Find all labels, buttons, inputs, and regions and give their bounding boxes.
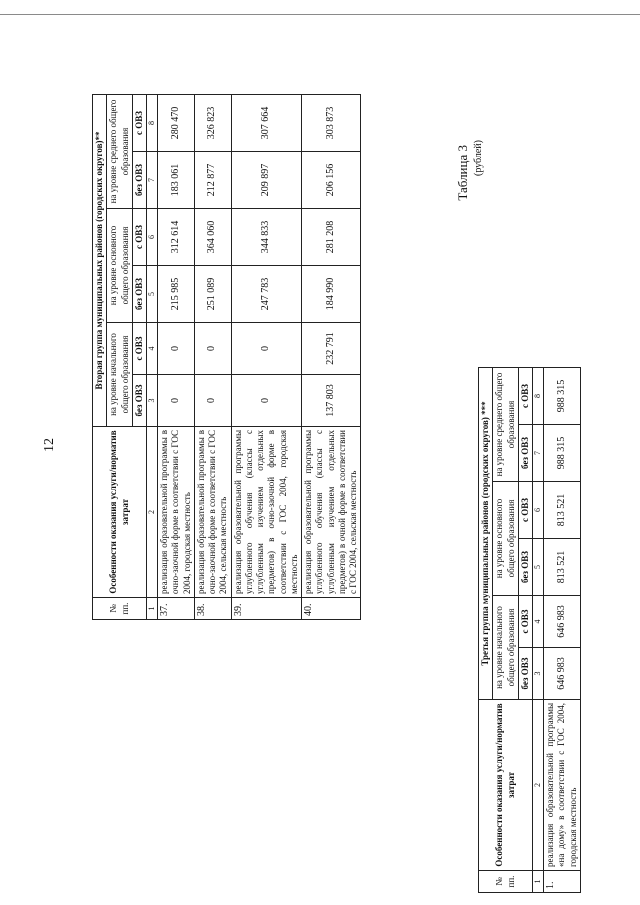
cell-value: 307 664 — [231, 94, 302, 151]
column-index: 3 — [147, 375, 158, 427]
row-number: 38. — [194, 598, 231, 620]
header-without-ovz: без ОВЗ — [518, 539, 532, 596]
column-index: 5 — [533, 539, 544, 596]
header-with-ovz: с ОВЗ — [518, 596, 532, 648]
row-description: реализация образовательной программы в очно-заочной форме в соответствии с ГОС 2004, сельская местность — [194, 427, 231, 598]
cell-value: 212 877 — [194, 152, 231, 209]
header-level-secondary: на уровне среднего общего образования — [493, 367, 519, 481]
row-description: реализация образовательной программы «на дому» в соответствии с ГОС 2004, городская местность — [544, 700, 581, 871]
header-with-ovz: с ОВЗ — [132, 94, 146, 151]
column-index: 5 — [147, 266, 158, 323]
row-description: реализация образовательной программы углубленного обучения (классы с углубленным изучением отдельных предметов) в очной форме в соответствии с ГОС 2004, сельская местность — [302, 427, 361, 598]
table-second-group — [92, 94, 361, 620]
cell-value: 646 983 — [544, 648, 581, 700]
cell-value: 988 315 — [544, 367, 581, 424]
cell-value: 326 823 — [194, 94, 231, 151]
cell-value: 232 791 — [302, 323, 361, 375]
cell-value: 184 990 — [302, 266, 361, 323]
cell-value: 215 985 — [158, 266, 195, 323]
table-row — [158, 94, 195, 619]
table-row — [194, 94, 231, 619]
cell-value: 344 833 — [231, 209, 302, 266]
table3-unit: (рублей) — [473, 140, 484, 177]
header-group-title: Вторая группа муниципальных районов (городских округов)** — [93, 94, 107, 426]
table-row — [302, 94, 361, 619]
column-index-row — [147, 94, 158, 619]
header-no: № пп. — [479, 871, 533, 893]
header-with-ovz: с ОВЗ — [132, 323, 146, 375]
column-index: 4 — [533, 596, 544, 648]
header-features: Особенности оказания услуги/норматив затрат — [479, 700, 533, 871]
cell-value: 247 783 — [231, 266, 302, 323]
header-with-ovz: с ОВЗ — [518, 482, 532, 539]
cell-value: 0 — [231, 323, 302, 375]
cell-value: 813 521 — [544, 539, 581, 596]
cell-value: 137 803 — [302, 375, 361, 427]
header-without-ovz: без ОВЗ — [132, 266, 146, 323]
cell-value: 988 315 — [544, 425, 581, 482]
row-number: 1. — [544, 871, 581, 893]
table-row — [231, 94, 302, 619]
header-level-primary: на уровне начального общего образования — [107, 323, 133, 427]
cell-value: 0 — [158, 323, 195, 375]
header-without-ovz: без ОВЗ — [518, 425, 532, 482]
row-description: реализация образовательной программы в очно-заочной форме в соответствии с ГОС 2004, городская местность — [158, 427, 195, 598]
header-with-ovz: с ОВЗ — [132, 209, 146, 266]
header-level-basic: на уровне основного общего образования — [493, 482, 519, 596]
cell-value: 813 521 — [544, 482, 581, 539]
cell-value: 0 — [194, 323, 231, 375]
column-index: 8 — [533, 367, 544, 424]
column-index: 2 — [533, 700, 544, 871]
table3-label: Таблица 3 — [455, 145, 470, 201]
header-level-basic: на уровне основного общего образования — [107, 209, 133, 323]
header-no: № пп. — [93, 598, 147, 620]
cell-value: 303 873 — [302, 94, 361, 151]
header-without-ovz: без ОВЗ — [132, 375, 146, 427]
cell-value: 183 061 — [158, 152, 195, 209]
cell-value: 0 — [231, 375, 302, 427]
table-row — [544, 367, 581, 892]
column-index: 7 — [533, 425, 544, 482]
cell-value: 312 614 — [158, 209, 195, 266]
cell-value: 364 060 — [194, 209, 231, 266]
cell-value: 280 470 — [158, 94, 195, 151]
cell-value: 0 — [194, 375, 231, 427]
cell-value: 251 089 — [194, 266, 231, 323]
header-with-ovz: с ОВЗ — [518, 367, 532, 424]
column-index: 2 — [147, 427, 158, 598]
header-without-ovz: без ОВЗ — [132, 152, 146, 209]
row-description: реализация образовательной программы углубленного обучения (классы с углубленным изучением отдельных предметов) в очно-заочной форме в соответствии с ГОС 2004, городская местность — [231, 427, 302, 598]
cell-value: 209 897 — [231, 152, 302, 209]
header-level-primary: на уровне начального общего образования — [493, 596, 519, 700]
row-number: 37. — [158, 598, 195, 620]
column-index: 7 — [147, 152, 158, 209]
table-third-group — [478, 367, 581, 893]
header-group-title: Третья группа муниципальных районов (городских округов) *** — [479, 367, 493, 699]
column-index-row — [533, 367, 544, 892]
header-features: Особенности оказания услуги/норматив затрат — [93, 427, 147, 598]
header-level-secondary: на уровне среднего общего образования — [107, 94, 133, 208]
row-number: 40. — [302, 598, 361, 620]
cell-value: 0 — [158, 375, 195, 427]
row-number: 39. — [231, 598, 302, 620]
column-index: 6 — [533, 482, 544, 539]
header-without-ovz: без ОВЗ — [518, 648, 532, 700]
cell-value: 646 983 — [544, 596, 581, 648]
cell-value: 281 208 — [302, 209, 361, 266]
page-number: 12 — [42, 438, 57, 452]
column-index: 8 — [147, 94, 158, 151]
cell-value: 206 156 — [302, 152, 361, 209]
column-index: 4 — [147, 323, 158, 375]
column-index: 1 — [533, 871, 544, 893]
column-index: 3 — [533, 648, 544, 700]
column-index: 6 — [147, 209, 158, 266]
column-index: 1 — [147, 598, 158, 620]
